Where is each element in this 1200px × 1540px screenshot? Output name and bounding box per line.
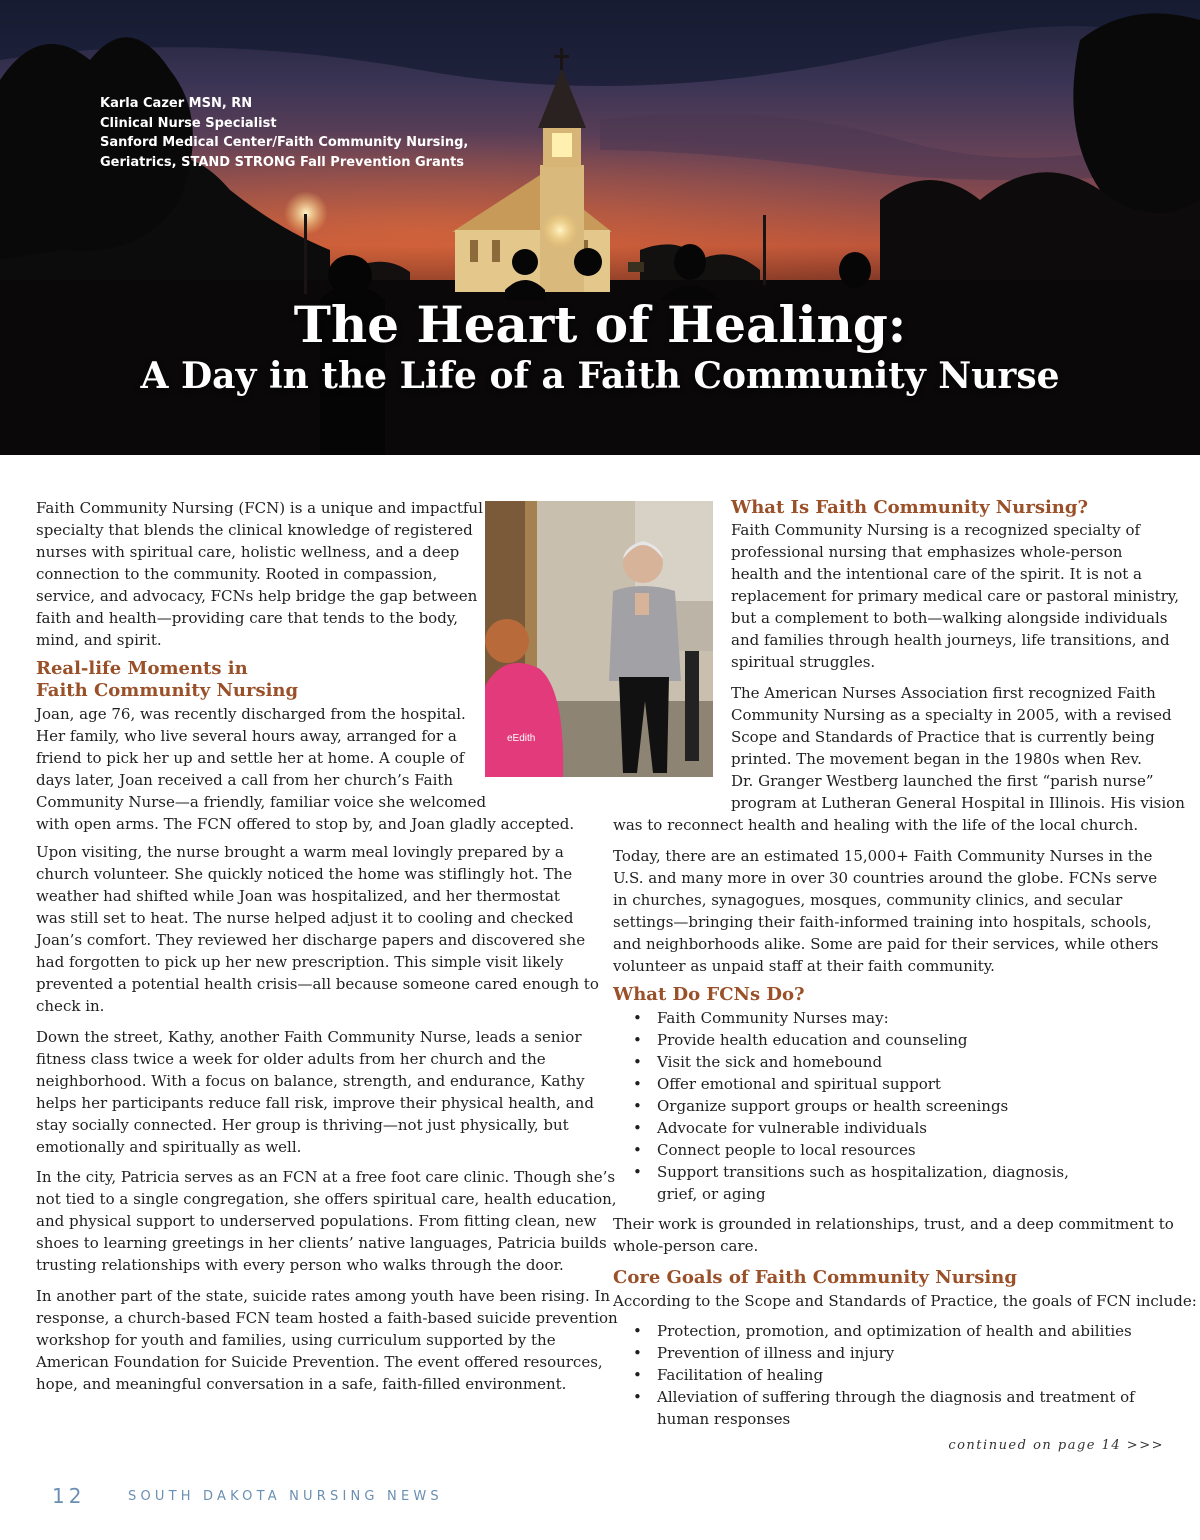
list-item: • Organize support groups or health screenings bbox=[633, 1097, 1009, 1115]
list-item: • Prevention of illness and injury bbox=[633, 1344, 895, 1362]
core-goals-list bbox=[613, 1320, 1135, 1430]
heading-core-goals: Core Goals of Faith Community Nursing bbox=[613, 1267, 1017, 1288]
heading-what-is-fcn: What Is Faith Community Nursing? bbox=[731, 497, 1089, 518]
article-subtitle: A Day in the Life of a Faith Community Nurse bbox=[140, 355, 1060, 397]
what-is-paragraph: Faith Community Nursing is a recognized specialty of professional nursing that emphasizes whole-person health and the intentional care of the spirit. It is not a replacement for primary medical care or pastoral ministry, but a complement to both—walking alongside individuals and families through health journeys, life transitions, and spiritual struggles. bbox=[731, 521, 1180, 671]
author-role: Clinical Nurse Specialist bbox=[100, 115, 277, 131]
list-item: • Faith Community Nurses may: bbox=[633, 1009, 889, 1027]
visit-paragraph: Upon visiting, the nurse brought a warm meal lovingly prepared by a church volunteer. She quickly noticed the home was stiflingly hot. The weather had shifted while Joan was hospitalized, and her thermostat was still set to heat. The nurse helped adjust it to cooling and checked Joan’s comfort. They reviewed her discharge papers and discovered she had forgotten to pick up her new prescription. This simple visit likely prevented a potential health crisis—all because someone cared enough to check in. bbox=[36, 843, 599, 1015]
list-item: • Protection, promotion, and optimization of health and abilities bbox=[633, 1322, 1132, 1340]
kathy-paragraph: Down the street, Kathy, another Faith Community Nurse, leads a senior fitness class twice a week for older adults from her church and the neighborhood. With a focus on balance, strength, and endurance, Kathy helps her participants reduce fall risk, improve their physical health, and stay socially connected. Her group is thriving—not just physically, but emotionally and spiritually as well. bbox=[36, 1028, 594, 1156]
publication-name: SOUTH DAKOTA NURSING NEWS bbox=[128, 1489, 443, 1504]
list-item: • Alleviation of suffering through the diagnosis and treatment of bbox=[633, 1388, 1135, 1406]
today-paragraph: Today, there are an estimated 15,000+ Faith Community Nurses in the U.S. and many more in over 30 countries around the globe. FCNs serve in churches, synagogues, mosques, community clinics, and secular settings—bringing their faith-informed training into hospitals, schools, and neighborhoods alike. Some are paid for their services, while others volunteer as unpaid staff at their faith community. bbox=[613, 847, 1159, 975]
article-title: The Heart of Healing: bbox=[293, 295, 907, 354]
author-byline bbox=[100, 94, 468, 172]
heading-real-life-line-2: Faith Community Nursing bbox=[36, 680, 299, 701]
author-org-line-1: Sanford Medical Center/Faith Community Nursing, bbox=[100, 135, 469, 150]
joan-paragraph: Joan, age 76, was recently discharged from the hospital. Her family, who live several hours away, arranged for a friend to pick her up and settle her at home. A couple of days later, Joan received a call from her church’s Faith Community Nurse—a friendly, familiar voice she welcomed with open arms. The FCN offered to stop by, and Joan gladly accepted. bbox=[36, 705, 575, 833]
grounded-paragraph: Their work is grounded in relationships, trust, and a deep commitment to whole-person care. bbox=[613, 1215, 1174, 1255]
heading-what-do-fcns-do: What Do FCNs Do? bbox=[613, 984, 805, 1005]
continued-note: continued on page 14 >>> bbox=[948, 1438, 1164, 1453]
list-item: • Advocate for vulnerable individuals bbox=[633, 1119, 927, 1137]
list-item: • Connect people to local resources bbox=[633, 1141, 916, 1159]
hero-banner bbox=[0, 0, 1200, 455]
list-item: • Facilitation of healing bbox=[633, 1366, 824, 1384]
heading-real-life-line-1: Real-life Moments in bbox=[36, 658, 248, 679]
list-item-continuation: grief, or aging bbox=[657, 1185, 766, 1203]
list-item: • Offer emotional and spiritual support bbox=[633, 1075, 941, 1093]
list-item: • Provide health education and counseling bbox=[633, 1031, 968, 1049]
fcn-activities-list bbox=[613, 1007, 1069, 1205]
author-org-line-2: Geriatrics, STAND STRONG Fall Prevention Grants bbox=[100, 154, 465, 170]
list-item-continuation: human responses bbox=[657, 1410, 791, 1428]
patricia-paragraph: In the city, Patricia serves as an FCN at a free foot care clinic. Though she’s not tied to a single congregation, she offers spiritual care, health education, and physical support to underserved populations. From fitting clean, new shoes to learning greetings in her clients’ native languages, Patricia builds trusting relationships with every person who walks through the door. bbox=[36, 1168, 617, 1274]
intro-paragraph: Faith Community Nursing (FCN) is a unique and impactful specialty that blends the clinical knowledge of registered nurses with spiritual care, holistic wellness, and a deep connection to the community. Rooted in compassion, service, and advocacy, FCNs help bridge the gap between faith and health—providing care that tends to the body, mind, and spirit. bbox=[36, 499, 483, 649]
shirt-text: eEdith bbox=[507, 733, 536, 744]
suicide-prevention-paragraph: In another part of the state, suicide rates among youth have been rising. In response, a church-based FCN team hosted a faith-based suicide prevention workshop for youth and families, using curriculum supported by the American Foundation for Suicide Prevention. The event offered resources, hope, and meaningful conversation in a safe, faith-filled environment. bbox=[36, 1287, 618, 1393]
fitness-class-photo bbox=[485, 501, 713, 777]
history-paragraph: The American Nurses Association first recognized Faith Community Nursing as a specialty in 2005, with a revised Scope and Standards of Practice that is currently being printed. The movement began in the 1980s when Rev. Dr. Granger Westberg launched the first “parish nurse” program at Lutheran General Hospital in Illinois. His vision bbox=[731, 684, 1185, 812]
history-paragraph-last-line: was to reconnect health and healing with the life of the local church. bbox=[613, 816, 1139, 834]
list-item: • Support transitions such as hospitalization, diagnosis, bbox=[633, 1163, 1069, 1181]
page-number: 12 bbox=[52, 1484, 86, 1508]
list-item: • Visit the sick and homebound bbox=[633, 1053, 883, 1071]
goals-intro: According to the Scope and Standards of Practice, the goals of FCN include: bbox=[613, 1292, 1197, 1310]
author-name: Karla Cazer MSN, RN bbox=[100, 96, 253, 111]
